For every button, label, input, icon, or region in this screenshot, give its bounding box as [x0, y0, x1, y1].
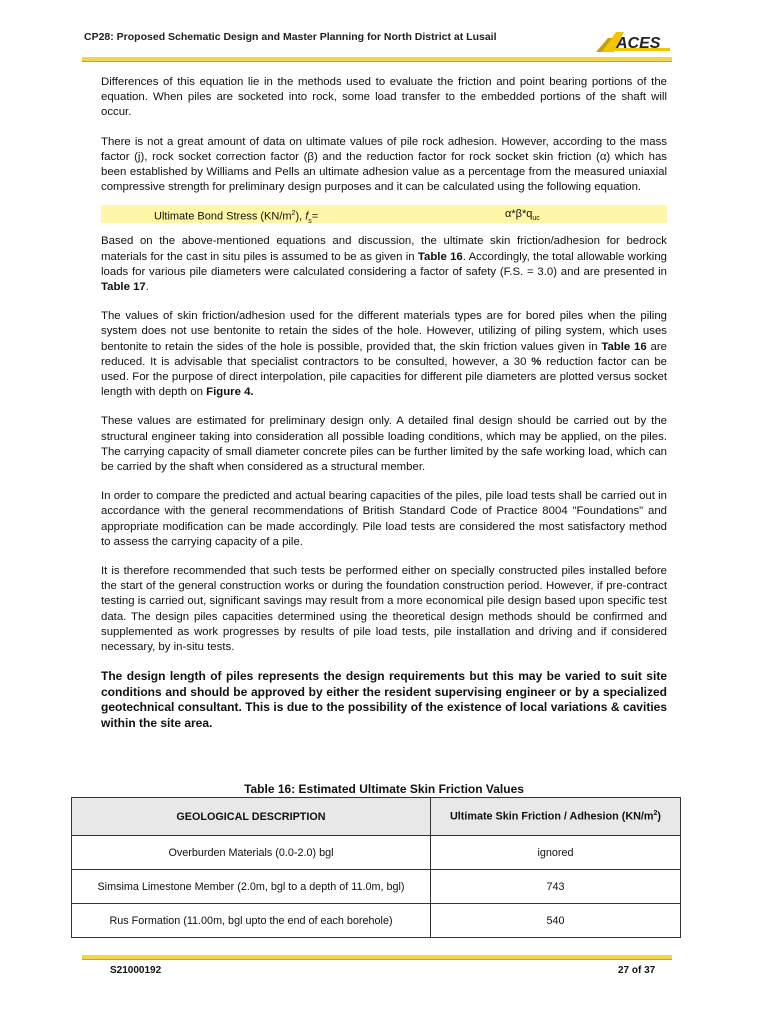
- paragraph: There is not a great amount of data on ultimate values of pile rock adhesion. However, according to the mass factor (j), rock socket correction factor (β) and the reduction factor for rock socket skin friction (α) which has been established by Williams and Pells an ultimate adhesion value as a percentage from the measured uniaxial compressive strength for preliminary design purposes and it can be calculated using the following equation.: [101, 135, 667, 194]
- paragraph: Based on the above-mentioned equations and discussion, the ultimate skin friction/adhesion for bedrock materials for the cast in situ piles is assumed to be as given in Table 16. Accordingly, the total allowable working loads for various pile diameters were calculated considering a factor of safety (F.S. = 3.0) and are presented in Table 17.: [101, 235, 667, 294]
- paragraph: In order to compare the predicted and actual bearing capacities of the piles, pile load tests shall be carried out in accordance with the general recommendations of British Standard Code of Practice 8004 "Foundations" and appropriate modification can be made accordingly. Pile load tests are considered the most satisfactory method to assess the carrying capacity of a pile.: [101, 490, 667, 548]
- skin-friction-table: [71, 797, 681, 938]
- body-content: [101, 75, 667, 746]
- value-cell: 540: [431, 904, 681, 938]
- header-skin-friction: Ultimate Skin Friction / Adhesion $(KN/m^2)$: [431, 798, 681, 836]
- paragraph: The values of skin friction/adhesion used for the different materials types are for bored piles when the piling system does not use bentonite to retain the sides of the hole. However, utilizing of piling system, which uses bentonite to retain the sides of the hole is possible, provided that, the skin friction values given in Table 16 are reduced. It is advisable that specialist contractors to be consulted, however, a 30 % reduction factor can be used. For the purpose of direct interpolation, pile capacities for different pile diameters are plotted versus socket length with depth on Figure 4.: [101, 310, 667, 399]
- footer-rule-line: [82, 959, 672, 960]
- paragraph: These values are estimated for preliminary design only. A detailed final design should be carried out by the structural engineer taking into consideration all possible loading conditions, which may be applied, on the piles. The carrying capacity of small diameter concrete piles can be further limited by the safe working load, which can be carried by the shaft when considered as a structural member.: [101, 415, 667, 474]
- bold-paragraph: The design length of piles represents the design requirements but this may be varied to suit site conditions and should be approved by either the resident supervising engineer or by a specialized geotechnical consultant. This is due to the possibility of the existence of local variations & cavities within the site area.: [101, 669, 667, 731]
- document-number: S21000192: [110, 965, 162, 976]
- formula-rhs: $\alpha*\beta*q_{uc}$: [505, 208, 540, 223]
- table-reference: Table 17: [101, 281, 146, 294]
- table-reference: Table 16: [417, 250, 463, 263]
- paragraph: Differences of this equation lie in the methods used to evaluate the friction and point bearing portions of the equation. When piles are socketed into rock, some load transfer to the embedded portions of the shaft will occur.: [101, 76, 667, 119]
- description-cell: Rus Formation (11.00m, bgl upto the end of each borehole): [72, 904, 431, 938]
- header-rule-line: [82, 61, 672, 62]
- formula-row: [101, 205, 667, 226]
- value-cell: ignored: [431, 836, 681, 870]
- value-cell: 743: [431, 870, 681, 904]
- table-caption: Table 16: Estimated Ultimate Skin Friction Values: [244, 782, 524, 796]
- paragraph: It is therefore recommended that such tests be performed either on specially constructed piles installed before the start of the general construction works or during the foundation construction period. However, if pre-contract testing is carried out, significant savings may result from a more economical pile design based upon specific test data. The design piles capacities determined using the theoretical design methods should be confirmed and supplemented as work progresses by results of pile load tests, pile installation and driving and if considered necessary, by in-situ tests.: [101, 565, 667, 654]
- header-geological-description: GEOLOGICAL DESCRIPTION: [72, 798, 431, 836]
- table-reference: Table 16: [601, 340, 647, 353]
- page-number: 27 of 37: [618, 965, 656, 976]
- svg-text:ACES: ACES: [616, 35, 661, 52]
- description-cell: Overburden Materials (0.0-2.0) bgl: [72, 836, 431, 870]
- formula-lhs: Ultimate Bond Stress $(KN/m^2)$, $f_s=$: [154, 210, 319, 226]
- table-row: [72, 870, 681, 904]
- figure-reference: Figure 4.: [206, 386, 254, 399]
- table-row: [72, 904, 681, 938]
- header-title: CP28: Proposed Schematic Design and Master Planning for North District at Lusail: [84, 31, 497, 43]
- table-row: [72, 836, 681, 870]
- aces-logo: [594, 28, 672, 58]
- table-header-row: [72, 798, 681, 836]
- description-cell: Simsima Limestone Member (2.0m, bgl to a depth of 11.0m, bgl): [72, 870, 431, 904]
